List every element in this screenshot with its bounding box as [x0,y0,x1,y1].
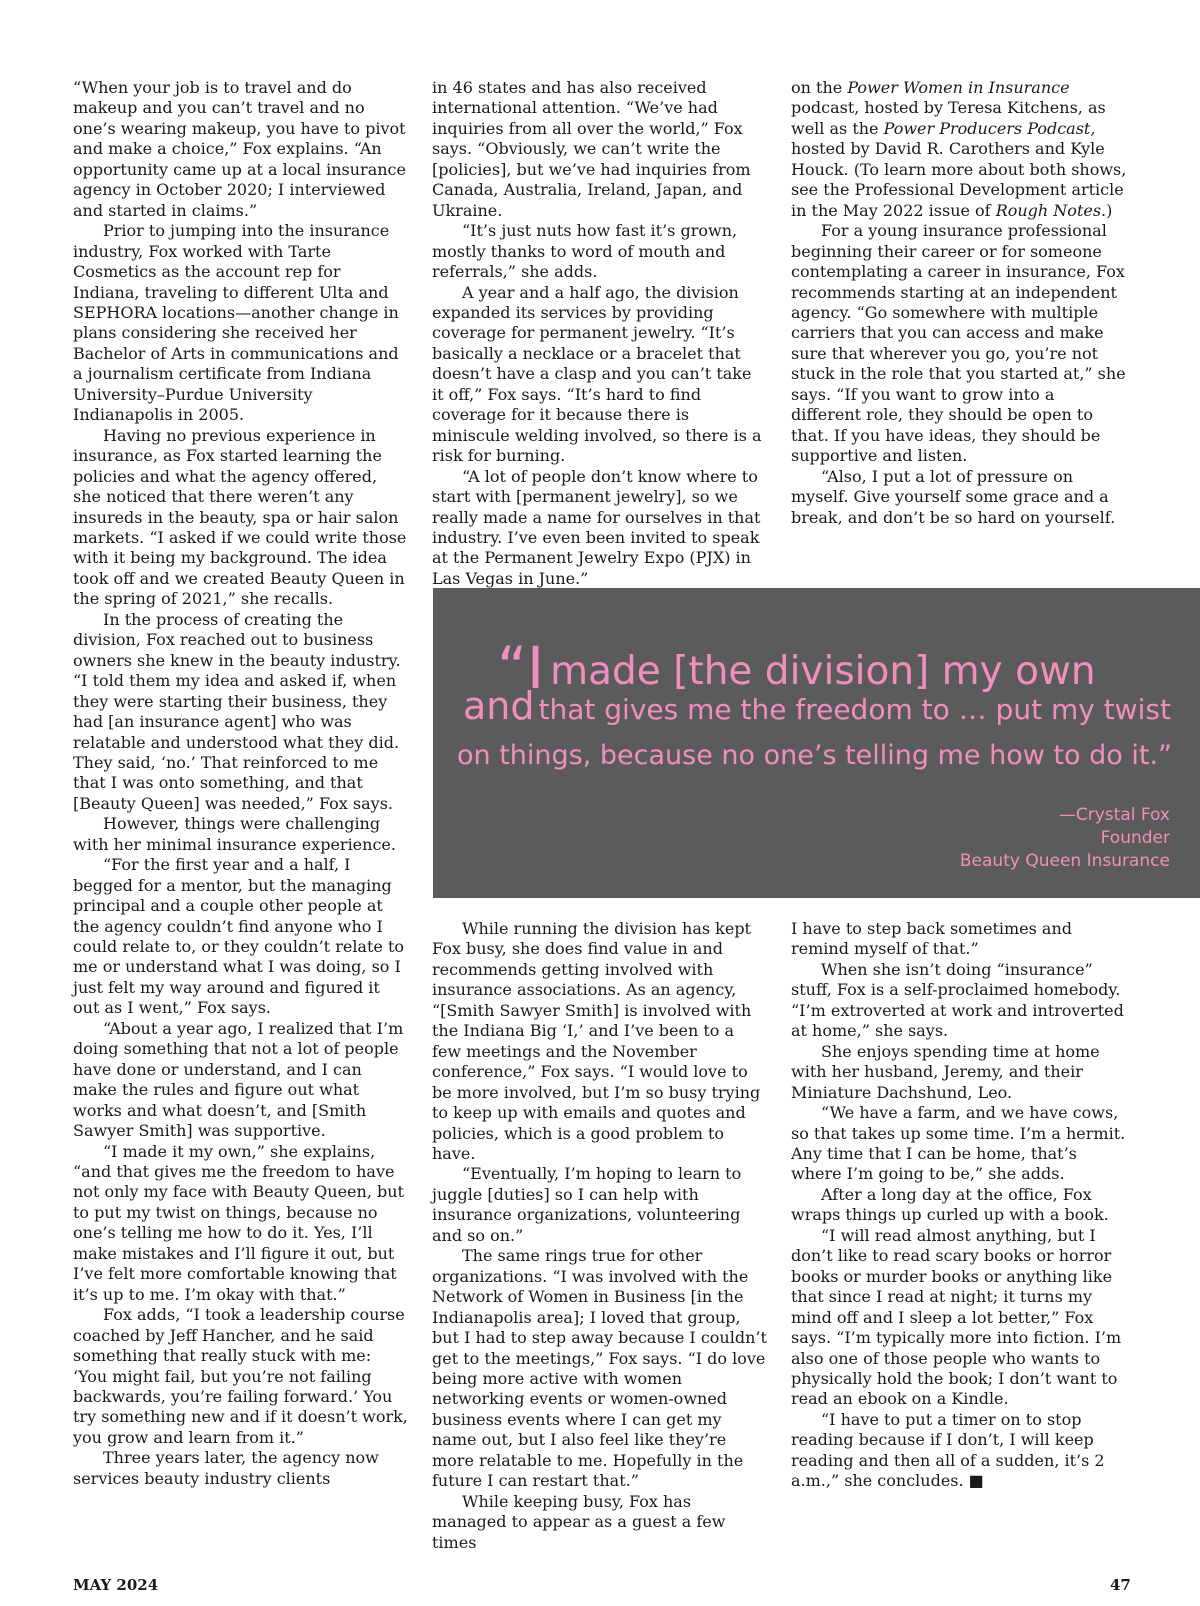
paragraph: “I made it my own,” she explains, “and that gives me the freedom to have not only my face with Beauty Queen, but to put my twist on things, because no one’s telling me how to do it. Yes, I’ll make mistakes and I’ll figure it out, but I’ve felt more comfortable knowing that it’s up to me. I’m okay with that.” [73,1141,404,1304]
pull-quote-box [433,588,1200,898]
article-column-2-top [432,78,768,589]
paragraph: The same rings true for other organizations. “I was involved with the Network of Women in Business [in the Indianapolis area]; I loved that group, but I had to step away because I couldn’t get to the meetings,” Fox says. “I do love being more active with women networking events or women-owned business events where I can get my name out, but I also feel like they’re more relatable to me. Hopefully in the future I can restart that.” [432,1246,767,1491]
paragraph: She enjoys spending time at home with her husband, Jeremy, and their Miniature Dachshund, Leo. [791,1041,1100,1102]
paragraph: in 46 states and has also received international attention. “We’ve had inquiries from all over the world,” Fox says. “Obviously, we can’t write the [policies], but we’ve had inquiries from Canada, Australia, Ireland, Japan, and Ukraine. [432,78,751,220]
paragraph: Prior to jumping into the insurance industry, Fox worked with Tarte Cosmetics as the account rep for Indiana, traveling to different Ulta and SEPHORA locations—another change in plans considering she received her Bachelor of Arts in communications and a journalism certificate from Indiana University–Purdue University Indianapolis in 2005. [73,221,399,425]
paragraph: However, things were challenging with her minimal insurance experience. [73,814,396,854]
text-run: on the [791,78,848,97]
paragraph: “For the first year and a half, I begged for a mentor, but the managing principal and a couple other people at the agency couldn’t find anyone who I could relate to, or they couldn’t relate to me or understand what I was doing, so I just felt my way around and figured it out as I went,” Fox says. [73,855,405,1018]
footer-page-number: 47 [1110,1576,1131,1594]
paragraph: When she isn’t doing “insurance” stuff, Fox is a self-proclaimed homebody. “I’m extroverted at work and introverted at home,” she says. [791,959,1124,1041]
pull-quote-text: that gives me the freedom to … put my twist [538,693,1171,726]
paragraph: I have to step back sometimes and remind myself of that.” [791,919,1073,959]
pull-quote-emphasis: and [463,684,535,728]
pull-quote-attribution-org: Beauty Queen Insurance [959,851,1170,871]
podcast-title: Power Women in Insurance [847,78,1070,97]
paragraph: “Eventually, I’m hoping to learn to juggle [duties] so I can help with insurance organizations, volunteering and so on.” [432,1164,742,1245]
paragraph: “I have to put a timer on to stop reading because if I don’t, I will keep reading and then all of a sudden, it’s 2 a.m.,” she concludes. ■ [791,1409,1105,1491]
paragraph: After a long day at the office, Fox wraps things up curled up with a book. [791,1184,1109,1225]
paragraph: “Also, I put a lot of pressure on myself. Give yourself some grace and a break, and don’t be so hard on yourself. [791,466,1116,527]
paragraph: “We have a farm, and we have cows, so that takes up some time. I’m a hermit. Any time that I can be home, that’s where I’m going to be,” she adds. [791,1103,1126,1184]
paragraph: “About a year ago, I realized that I’m doing something that not a lot of people have done or understand, and I can make the rules and figure out what works and what doesn’t, and [Smith Sawyer Smith] was supportive. [73,1018,404,1141]
paragraph: “I will read almost anything, but I don’t like to read scary books or horror books or murder books or anything like that since I read at night; it turns my mind off and I sleep a lot better,” Fox says. “I’m typically more into fiction. I’m also one of those people who wants to physically hold the book; I don’t want to read an ebook on a Kindle. [791,1225,1122,1409]
paragraph: In the process of creating the division, Fox reached out to business owners she knew in the beauty industry. “I told them my idea and asked if, when they were starting their business, they had [an insurance agent] who was relatable and understood what they did. They said, ‘no.’ That reinforced to me that I was onto something, and that [Beauty Queen] was needed,” Fox says. [73,609,401,813]
text-run: podcast, hosted by Teresa Kitchens, as well as the [791,98,1106,138]
paragraph: Having no previous experience in insurance, as Fox started learning the policies and what the agency offered, she noticed that there weren’t any insureds in the beauty, spa or hair salon markets. “I asked if we could write those with it being my background. The idea took off and we created Beauty Queen in the spring of 2021,” she recalls. [73,425,407,609]
paragraph: While running the division has kept Fox busy, she does find value in and recommends getting involved with insurance associations. As an agency, “[Smith Sawyer Smith] is involved with the Indiana Big ‘I,’ and I’ve been to a few meetings and the November conference,” Fox says. “I would love to be more involved, but I’m so busy trying to keep up with emails and quotes and policies, which is a good problem to have. [432,919,761,1163]
paragraph [791,78,1127,221]
article-column-3-bottom [791,919,1127,1492]
publication-title: Rough Notes. [995,200,1107,220]
pull-quote-open-mark: “I [497,634,545,702]
paragraph: “It’s just nuts how fast it’s grown, mostly thanks to word of mouth and referrals,” she adds. [432,221,738,282]
pull-quote-attribution-title: Founder [1100,828,1170,848]
article-column-3-top [791,78,1127,528]
pull-quote-attribution-name: —Crystal Fox [1058,805,1170,825]
footer-issue-date: MAY 2024 [73,1576,159,1594]
paragraph: Fox adds, “I took a leadership course coached by Jeff Hancher, and he said something that really stuck with me: ‘You might fail, but you’re not failing backwards, you’re failing forward.’ You try something new and if it doesn’t work, you grow and learn from it.” [73,1305,408,1447]
paragraph: “When your job is to travel and do makeup and you can’t travel and no one’s wearing makeup, you have to pivot and make a choice,” Fox explains. “An opportunity came up at a local insurance agency in October 2020; I interviewed and started in claims.” [73,78,406,220]
text-run: ) [1106,200,1113,220]
paragraph: A year and a half ago, the division expanded its services by providing coverage for permanent jewelry. “It’s basically a necklace or a bracelet that doesn’t have a clasp and you can’t take it off,” Fox says. “It’s hard to find coverage for it because there is miniscule welding involved, so there is a risk for burning. [432,282,762,466]
paragraph: Three years later, the agency now services beauty industry clients [73,1448,379,1488]
pull-quote-line-3: on things, because no one’s telling me how to do it.” [457,740,1173,771]
paragraph: For a young insurance professional beginning their career or for someone contemplating a career in insurance, Fox recommends starting at an independent agency. “Go somewhere with multiple carriers that you can access and make sure that wherever you go, you’re not stuck in the role that you started at,” she says. “If you want to grow into a different role, they should be open to that. If you have ideas, they should be supportive and listen. [791,221,1126,466]
text-run: hosted by David R. Carothers and Kyle Houck. (To learn more about both shows, see the Professional Development article in the May 2022 issue of [791,139,1127,220]
paragraph: While keeping busy, Fox has managed to appear as a guest a few times [432,1491,726,1552]
paragraph: “A lot of people don’t know where to start with [permanent jewelry], so we really made a name for ourselves in that industry. I’ve even been invited to speak at the Permanent Jewelry Expo (PJX) in Las Vegas in June.” [432,466,761,588]
pull-quote-line-2 [463,684,1171,728]
article-column-1 [73,78,409,1489]
podcast-title: Power Producers Podcast, [883,118,1096,138]
article-column-2-bottom [432,919,768,1553]
pull-quote-text: made [the division] my own [550,649,1096,694]
